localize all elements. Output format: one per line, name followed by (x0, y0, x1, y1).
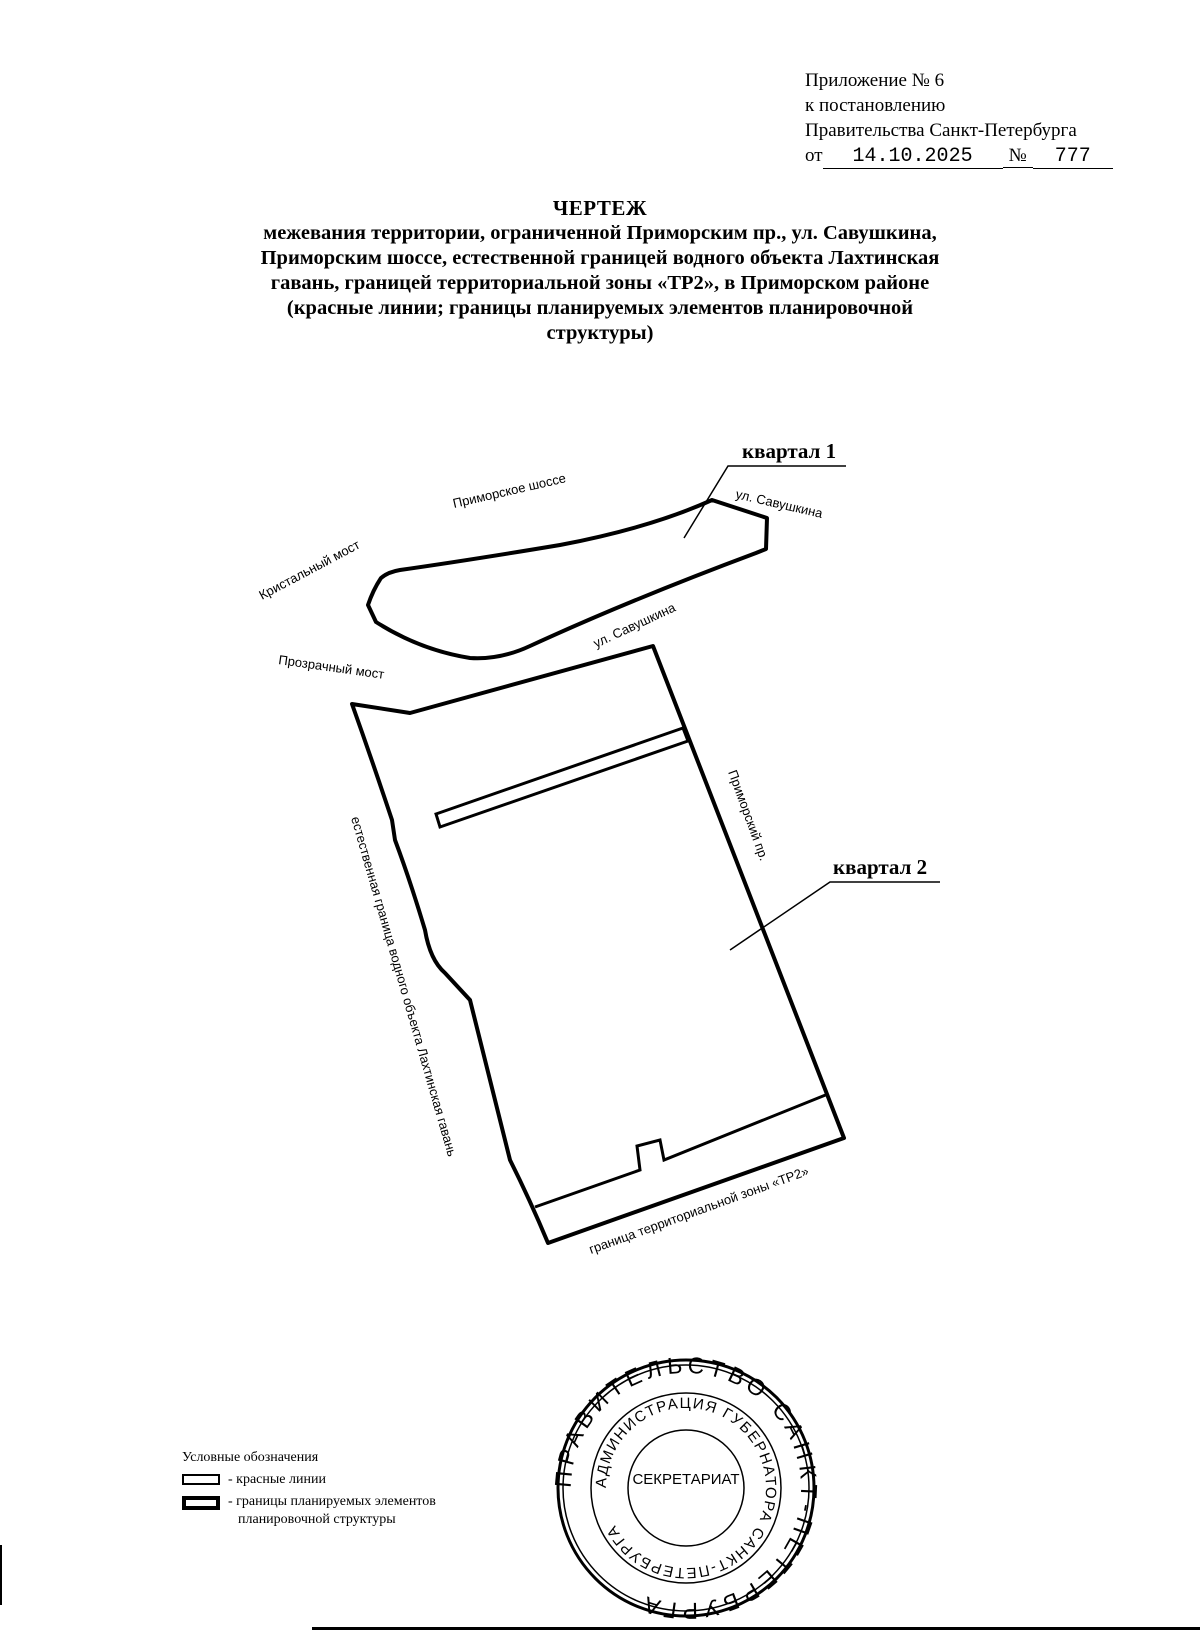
title-line-4: (красные линии; границы планируемых элементов планировочной (286, 297, 914, 319)
title-line-3: гавань, границей территориальной зоны «ТР2», в Приморском районе (270, 272, 930, 294)
savushkina-top-label: ул. Савушкина (734, 486, 825, 521)
savushkina-mid-label: ул. Савушкина (590, 599, 678, 651)
legend (182, 1449, 436, 1529)
kvartal-1-boundary (368, 500, 767, 658)
legend-row-red-lines (182, 1471, 436, 1489)
title-line-2: Приморским шоссе, естественной границей водного объекта Лахтинская (260, 247, 940, 269)
red-lines-text: - красные линии (228, 1472, 326, 1487)
primorsky-pr-label: Приморский пр. (725, 767, 772, 863)
stamp-outer-text: ПРАВИТЕЛЬСТВО САНКТ-ПЕТЕРБУРГА (549, 1351, 823, 1625)
stamp-center-text: СЕКРЕТАРИАТ (632, 1471, 740, 1488)
legend-title: Условные обозначения (182, 1450, 319, 1465)
primorskoe-shosse-label: Приморское шоссе (451, 470, 568, 511)
kristalny-most-label: Кристальный мост (256, 536, 363, 603)
bottom-rule (312, 1627, 1200, 1630)
decree-number: 777 (1033, 146, 1113, 169)
kvartal-2-leader (730, 882, 940, 950)
water-boundary-label: естественная граница водного объекта Лахтинская гавань (348, 814, 460, 1159)
appendix-line-3: Правительства Санкт-Петербурга (805, 120, 1077, 141)
stamp-inner-text: АДМИНИСТРАЦИЯ ГУБЕРНАТОРА САНКТ-ПЕТЕРБУРГА (592, 1394, 780, 1582)
prozrachny-most-label: Прозрачный мост (277, 652, 386, 682)
planned-borders-text-2: планировочной структуры (238, 1512, 396, 1527)
decree-date: 14.10.2025 (823, 146, 1003, 169)
kvartal-2-boundary (352, 646, 844, 1243)
title-line-5: структуры) (546, 322, 654, 344)
legend-row-planned-borders (182, 1493, 436, 1529)
red-lines-swatch (182, 1474, 220, 1485)
appendix-line-1: Приложение № 6 (805, 70, 945, 91)
planned-borders-swatch (182, 1496, 220, 1510)
title-line-1: межевания территории, ограниченной Приморским пр., ул. Савушкина, (263, 222, 937, 244)
from-label: от (805, 145, 823, 166)
number-label: № (1003, 145, 1033, 168)
kvartal-1-label: квартал 1 (742, 439, 837, 463)
title-heading: ЧЕРТЕЖ (552, 196, 648, 220)
planned-borders-text-1: - границы планируемых элементов (228, 1494, 436, 1509)
secretariat-stamp (550, 1352, 823, 1624)
appendix-line-2: к постановлению (805, 95, 946, 116)
zone-boundary-label: граница территориальной зоны «ТР2» (586, 1163, 811, 1257)
left-edge-mark (0, 1545, 2, 1605)
kvartal-2-inner-border (535, 1094, 828, 1207)
kvartal-2-label: квартал 2 (833, 855, 928, 879)
kvartal-2-strip (436, 728, 688, 827)
